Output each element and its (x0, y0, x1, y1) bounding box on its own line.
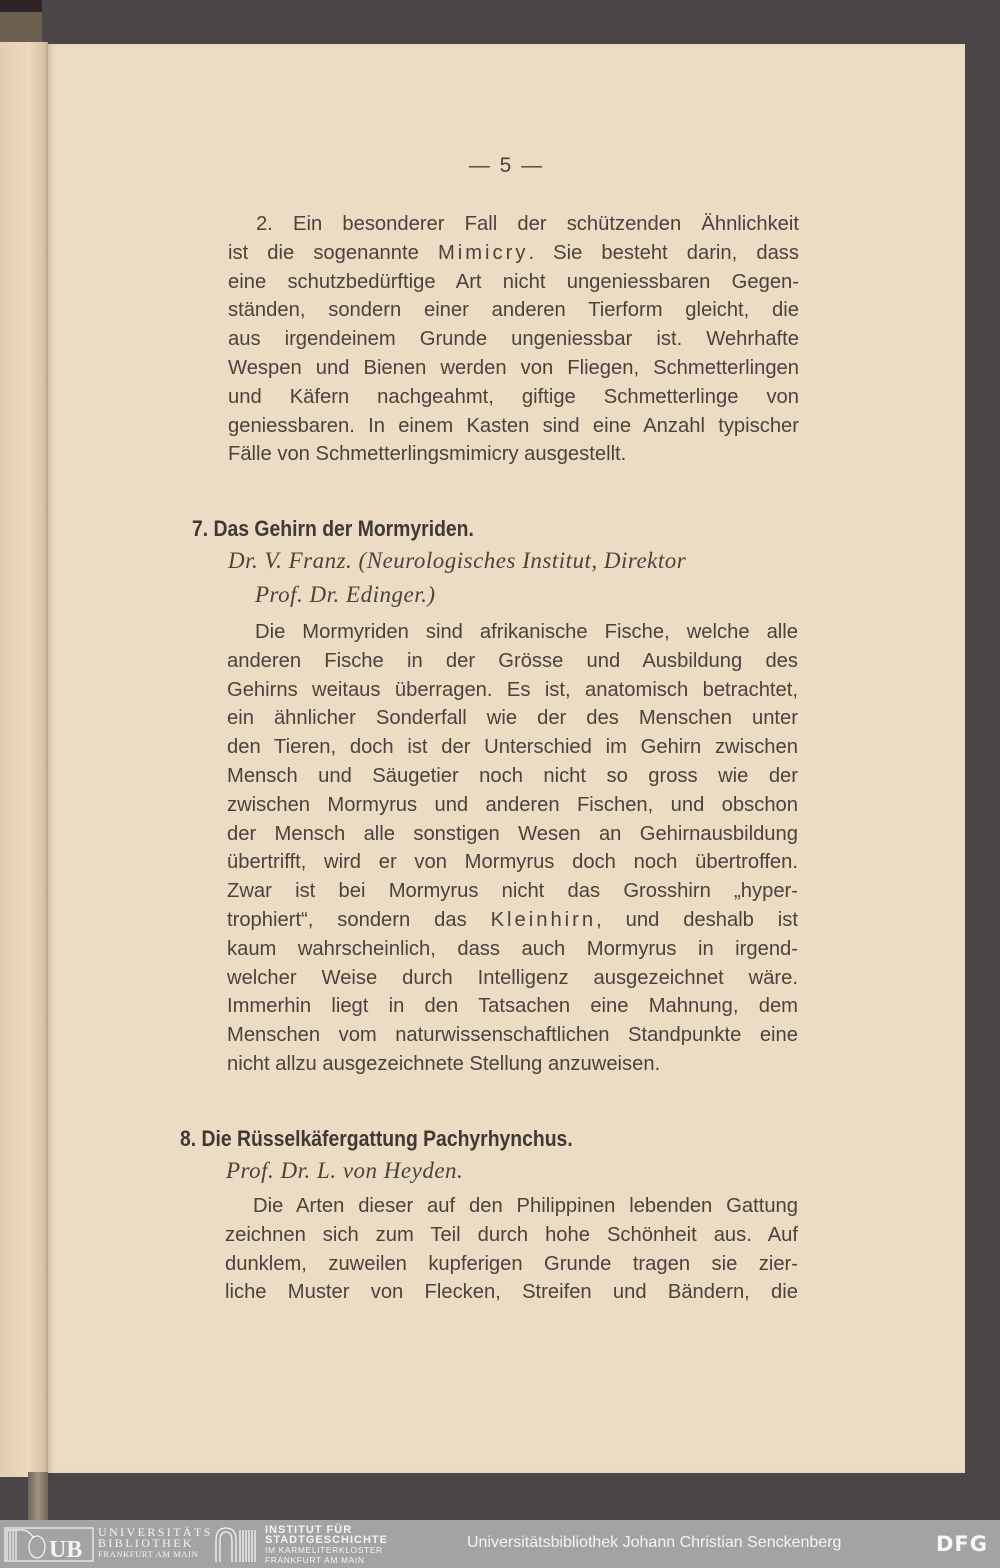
text-line: nicht allzu ausgezeichnete Stellung anzuweisen. (227, 1052, 661, 1075)
emphasis-mimicry: Mimicry (437, 241, 529, 264)
book-page-edge (0, 42, 48, 1477)
ub-library-name: UNIVERSITÄTS BIBLIOTHEK FRANKFURT AM MAIN (98, 1525, 213, 1559)
emphasis-kleinhirn: Kleinhirn (490, 908, 597, 931)
text-line: ständen, sondern einer anderen Tierform gleicht, die (228, 299, 799, 322)
section-7-author-cont: Prof. Dr. Edinger.) (255, 582, 436, 607)
text-line: Die Arten dieser auf den Philippinen lebenden Gattung (253, 1195, 798, 1217)
page-number: — 5 — (468, 154, 545, 177)
text-line: Die Mormyriden sind afrikanische Fische, welche alle (255, 621, 798, 643)
section-7-heading: 7. Das Gehirn der Mormyriden. (192, 516, 474, 541)
section-7-body (227, 618, 798, 1079)
book-spine-tab (28, 1472, 48, 1520)
text-line: Fälle von Schmetterlingsmimicry ausgestellt. (228, 443, 627, 466)
text-line: zeichnen sich zum Teil durch hohe Schönheit aus. Auf (225, 1223, 798, 1246)
text-line: Immerhin liegt in den Tatsachen eine Mahnung, dem (227, 995, 798, 1018)
dfg-logo-icon[interactable]: DFG (936, 1532, 989, 1556)
footer-bar (0, 1520, 1000, 1568)
text-line: den Tieren, doch ist der Unterschied im Gehirn zwischen (227, 736, 798, 759)
text-line: welcher Weise durch Intelligenz ausgezeichnet wäre. (227, 966, 798, 989)
svg-text:UB: UB (49, 1537, 83, 1562)
intro-paragraph (228, 210, 799, 469)
text-line: aus irgendeinem Grunde ungeniessbar ist. Wehrhafte (228, 328, 799, 351)
text-line: geniessbaren. In einem Kasten sind eine Anzahl typischer (228, 414, 799, 437)
library-name-link[interactable]: Universitätsbibliothek Johann Christian Senckenberg (467, 1534, 842, 1551)
section-8-body (225, 1192, 798, 1307)
section-7-author: Dr. V. Franz. (Neurologisches Institut, Direktor (228, 548, 687, 573)
text-line: übertrifft, wird er von Mormyrus doch noch übertroffen. (227, 851, 798, 874)
text-line: Menschen vom naturwissenschaftlichen Standpunkte eine (227, 1024, 798, 1047)
text-line: der Mensch alle sonstigen Wesen an Gehirnausbildung (227, 822, 798, 845)
text-line: liche Muster von Flecken, Streifen und Bändern, die (225, 1281, 798, 1304)
section-8-heading: 8. Die Rüsselkäfergattung Pachyrhynchus. (180, 1126, 573, 1151)
text-line: anderen Fische in der Grösse und Ausbildung des (227, 649, 798, 672)
document-page (48, 44, 965, 1473)
book-corner (0, 0, 42, 42)
isg-institute-logo-icon[interactable] (214, 1526, 258, 1562)
text-line: Wespen und Bienen werden von Fliegen, Schmetterlingen (228, 356, 799, 379)
text-line: kaum wahrscheinlich, dass auch Mormyrus in irgend- (227, 937, 798, 960)
text-line: Zwar ist bei Mormyrus nicht das Grosshirn „hyper- (227, 880, 798, 903)
text-line: und Käfern nachgeahmt, giftige Schmetterlinge von (228, 385, 799, 408)
text-line: zwischen Mormyrus und anderen Fischen, und obschon (227, 793, 798, 816)
section-8-author: Prof. Dr. L. von Heyden. (226, 1158, 464, 1183)
isg-institute-name: INSTITUT FÜR STADTGESCHICHTE IM KARMELITERKLOSTER FRANKFURT AM MAIN (265, 1524, 388, 1565)
text-line: ist die sogenannte Mimicry. Sie besteht darin, dass (228, 241, 799, 264)
text-line: ein ähnlicher Sonderfall wie der des Menschen unter (227, 707, 798, 730)
ub-library-logo-icon[interactable] (4, 1526, 94, 1562)
text-line: eine schutzbedürftige Art nicht ungeniessbaren Gegen- (228, 270, 799, 293)
text-line: trophiert“, sondern das Kleinhirn, und deshalb ist (227, 908, 798, 931)
text-line: Mensch und Säugetier noch nicht so gross wie der (227, 764, 798, 787)
text-line: 2. Ein besonderer Fall der schützenden Ähnlichkeit (256, 213, 799, 235)
text-line: dunklem, zuweilen kupferigen Grunde tragen sie zier- (225, 1252, 798, 1275)
text-line: Gehirns weitaus überragen. Es ist, anatomisch betrachtet, (227, 678, 798, 701)
